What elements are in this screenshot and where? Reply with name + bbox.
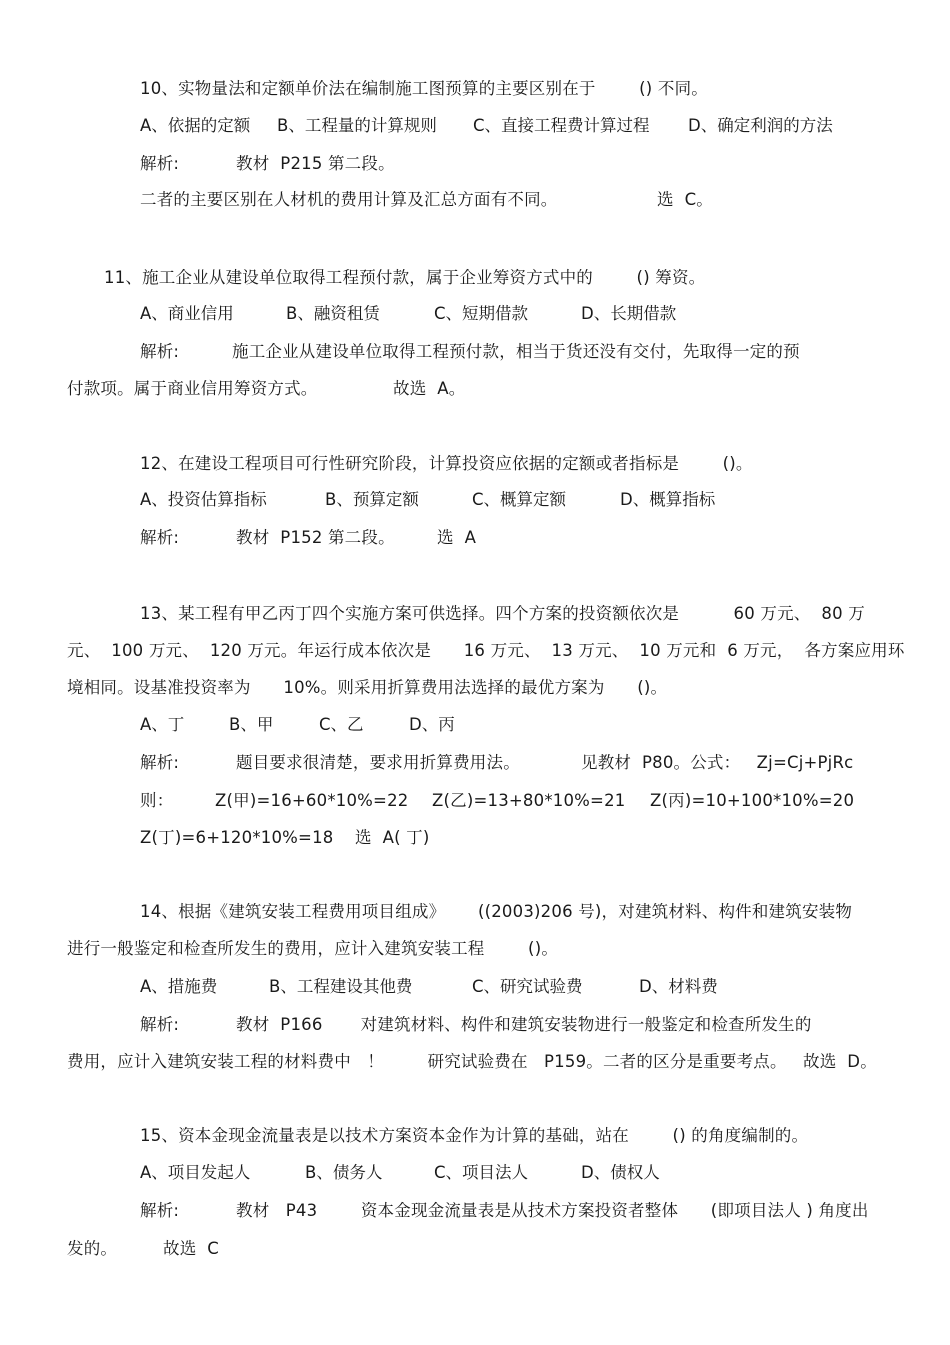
q14-analysis-cont: 费用，应计入建筑安装工程的材料费中 ！ 研究试验费在 P159。二者的区分是重要考点。 故选 D。 bbox=[67, 1052, 877, 1071]
q15-option-a: A、项目发起人 bbox=[140, 1163, 251, 1182]
q14-option-c: C、研究试验费 bbox=[472, 977, 583, 996]
q15-stem: 15、资本金现金流量表是以技术方案资本金作为计算的基础，站在 () 的角度编制的。 bbox=[140, 1126, 809, 1145]
q15-analysis-cont: 发的。 bbox=[67, 1239, 118, 1258]
q11-option-d: D、长期借款 bbox=[581, 304, 677, 323]
q12-option-b: B、预算定额 bbox=[325, 490, 419, 509]
q15-answer: 故选 C bbox=[163, 1239, 220, 1258]
q15-analysis: 教材 P43 资本金现金流量表是从技术方案投资者整体 (即项目法人 ) 角度出 bbox=[236, 1201, 869, 1220]
q10-option-d: D、确定利润的方法 bbox=[688, 116, 833, 135]
q10-stem: 10、实物量法和定额单价法在编制施工图预算的主要区别在于 () 不同。 bbox=[140, 79, 708, 98]
q13-option-c: C、乙 bbox=[319, 715, 364, 734]
q13-stem-line3: 境相同。设基准投资率为 10%。则采用折算费用法选择的最优方案为 ()。 bbox=[67, 678, 668, 697]
q11-stem: 11、施工企业从建设单位取得工程预付款，属于企业筹资方式中的 () 筹资。 bbox=[104, 268, 706, 287]
q14-option-d: D、材料费 bbox=[639, 977, 718, 996]
q13-calc-ding: Z(丁)=6+120*10%=18 bbox=[140, 828, 334, 847]
q13-option-d: D、丙 bbox=[409, 715, 455, 734]
q13-reference: 见教材 P80。公式： Zj=Cj+PjRc bbox=[581, 753, 854, 772]
q12-analysis: 教材 P152 第二段。 bbox=[236, 528, 395, 547]
q13-option-a: A、丁 bbox=[140, 715, 185, 734]
q10-analysis: 教材 P215 第二段。 bbox=[236, 154, 395, 173]
q12-answer: 选 A bbox=[437, 528, 477, 547]
q10-note: 二者的主要区别在人材机的费用计算及汇总方面有不同。 bbox=[140, 190, 558, 209]
q15-option-b: B、债务人 bbox=[305, 1163, 383, 1182]
q11-analysis-label: 解析: bbox=[140, 342, 180, 361]
q11-analysis: 施工企业从建设单位取得工程预付款，相当于货还没有交付，先取得一定的预 bbox=[232, 342, 800, 361]
q13-analysis: 题目要求很清楚，要求用折算费用法。 bbox=[236, 753, 520, 772]
q12-option-d: D、概算指标 bbox=[620, 490, 716, 509]
q13-stem-line1: 13、某工程有甲乙丙丁四个实施方案可供选择。四个方案的投资额依次是 60 万元、 80 万 bbox=[140, 604, 865, 623]
q13-calc-jia: Z(甲)=16+60*10%=22 bbox=[215, 791, 409, 810]
q12-stem: 12、在建设工程项目可行性研究阶段，计算投资应依据的定额或者指标是 ()。 bbox=[140, 454, 753, 473]
q13-stem-line2: 元、 100 万元、 120 万元。年运行成本依次是 16 万元、 13 万元、 10 万元和 6 万元， 各方案应用环 bbox=[67, 641, 905, 660]
q12-option-c: C、概算定额 bbox=[472, 490, 567, 509]
q11-option-c: C、短期借款 bbox=[434, 304, 529, 323]
q10-option-b: B、工程量的计算规则 bbox=[277, 116, 437, 135]
q13-answer: 选 A( 丁) bbox=[355, 828, 430, 847]
q10-analysis-label: 解析: bbox=[140, 154, 180, 173]
q11-option-a: A、商业信用 bbox=[140, 304, 234, 323]
q10-answer: 选 C。 bbox=[657, 190, 714, 209]
q15-option-d: D、债权人 bbox=[581, 1163, 660, 1182]
q13-calc-yi: Z(乙)=13+80*10%=21 bbox=[432, 791, 626, 810]
q11-answer: 故选 A。 bbox=[393, 379, 466, 398]
q15-analysis-label: 解析: bbox=[140, 1201, 180, 1220]
q12-option-a: A、投资估算指标 bbox=[140, 490, 267, 509]
q10-option-c: C、直接工程费计算过程 bbox=[473, 116, 650, 135]
q12-analysis-label: 解析: bbox=[140, 528, 180, 547]
q14-stem-line2: 进行一般鉴定和检查所发生的费用，应计入建筑安装工程 ()。 bbox=[67, 939, 559, 958]
q10-option-a: A、依据的定额 bbox=[140, 116, 251, 135]
q11-analysis-cont: 付款项。属于商业信用筹资方式。 bbox=[67, 379, 318, 398]
q13-option-b: B、甲 bbox=[229, 715, 274, 734]
q14-stem-line1: 14、根据《建筑安装工程费用项目组成》 ((2003)206 号)，对建筑材料、构件和建筑安装物 bbox=[140, 902, 853, 921]
q14-option-b: B、工程建设其他费 bbox=[269, 977, 413, 996]
q13-analysis-label: 解析: bbox=[140, 753, 180, 772]
q13-calc-label: 则： bbox=[140, 791, 174, 810]
q14-option-a: A、措施费 bbox=[140, 977, 218, 996]
q14-analysis-label: 解析: bbox=[140, 1015, 180, 1034]
q13-calc-bing: Z(丙)=10+100*10%=20 bbox=[650, 791, 855, 810]
q11-option-b: B、融资租赁 bbox=[286, 304, 380, 323]
q15-option-c: C、项目法人 bbox=[434, 1163, 529, 1182]
q14-analysis: 教材 P166 对建筑材料、构件和建筑安装物进行一般鉴定和检查所发生的 bbox=[236, 1015, 812, 1034]
